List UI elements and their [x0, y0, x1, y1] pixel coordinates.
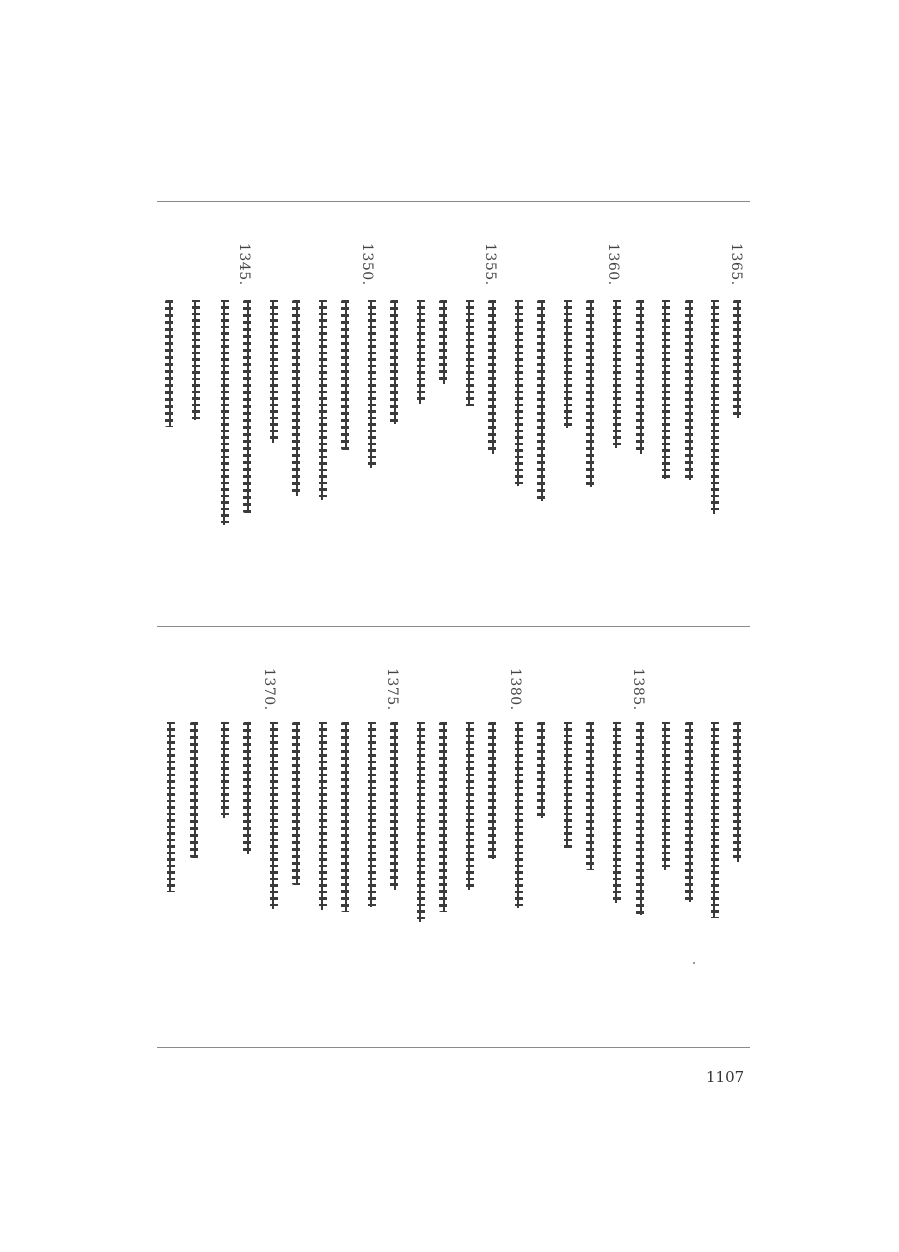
- script-column: [464, 722, 475, 890]
- script-column: [464, 300, 475, 406]
- script-column: [165, 300, 176, 427]
- script-column: [537, 722, 548, 818]
- script-column: [685, 722, 696, 902]
- script-column: [390, 722, 401, 890]
- bottom-rule: [157, 1047, 750, 1048]
- top-rule: [157, 201, 750, 202]
- line-number: 1365.: [728, 243, 744, 286]
- middle-rule: [157, 626, 750, 627]
- script-column: [341, 722, 352, 912]
- script-column: [488, 722, 499, 859]
- script-column: [268, 300, 279, 443]
- script-column: [611, 722, 622, 903]
- script-column: [439, 722, 450, 912]
- page-number: 1107: [706, 1068, 745, 1086]
- script-column: [611, 300, 622, 448]
- line-number: 1345.: [236, 243, 252, 286]
- line-number: 1360.: [605, 243, 621, 286]
- line-number: 1355.: [482, 243, 498, 286]
- script-column: [586, 722, 597, 870]
- script-column: [415, 722, 426, 922]
- script-column: [268, 722, 279, 909]
- script-column: [709, 722, 720, 918]
- script-column: [219, 300, 230, 525]
- script-column: [292, 300, 303, 496]
- script-column: [439, 300, 450, 384]
- script-column: [415, 300, 426, 404]
- script-column: [660, 300, 671, 479]
- script-column: [733, 722, 744, 862]
- script-column: [366, 300, 377, 468]
- script-column: [586, 300, 597, 487]
- script-column: [317, 722, 328, 910]
- line-number: 1380.: [507, 668, 523, 711]
- script-column: [562, 300, 573, 428]
- script-column: [562, 722, 573, 848]
- script-column: [636, 722, 647, 915]
- line-number: 1385.: [630, 668, 646, 711]
- script-column: [685, 300, 696, 480]
- script-column: [165, 722, 176, 892]
- script-column: [292, 722, 303, 885]
- script-column: [709, 300, 720, 514]
- ink-speck: [693, 962, 695, 964]
- script-column: [390, 300, 401, 424]
- script-column: [513, 300, 524, 486]
- script-column: [243, 722, 254, 854]
- script-column: [636, 300, 647, 454]
- line-number: 1375.: [384, 668, 400, 711]
- script-column: [341, 300, 352, 450]
- line-number: 1370.: [261, 668, 277, 711]
- script-column: [488, 300, 499, 454]
- script-column: [537, 300, 548, 501]
- script-column: [190, 722, 201, 858]
- script-column: [219, 722, 230, 818]
- script-column: [513, 722, 524, 908]
- script-column: [366, 722, 377, 907]
- script-column: [660, 722, 671, 870]
- line-number: 1350.: [359, 243, 375, 286]
- script-column: [243, 300, 254, 513]
- script-column: [317, 300, 328, 500]
- script-column: [733, 300, 744, 418]
- script-column: [190, 300, 201, 420]
